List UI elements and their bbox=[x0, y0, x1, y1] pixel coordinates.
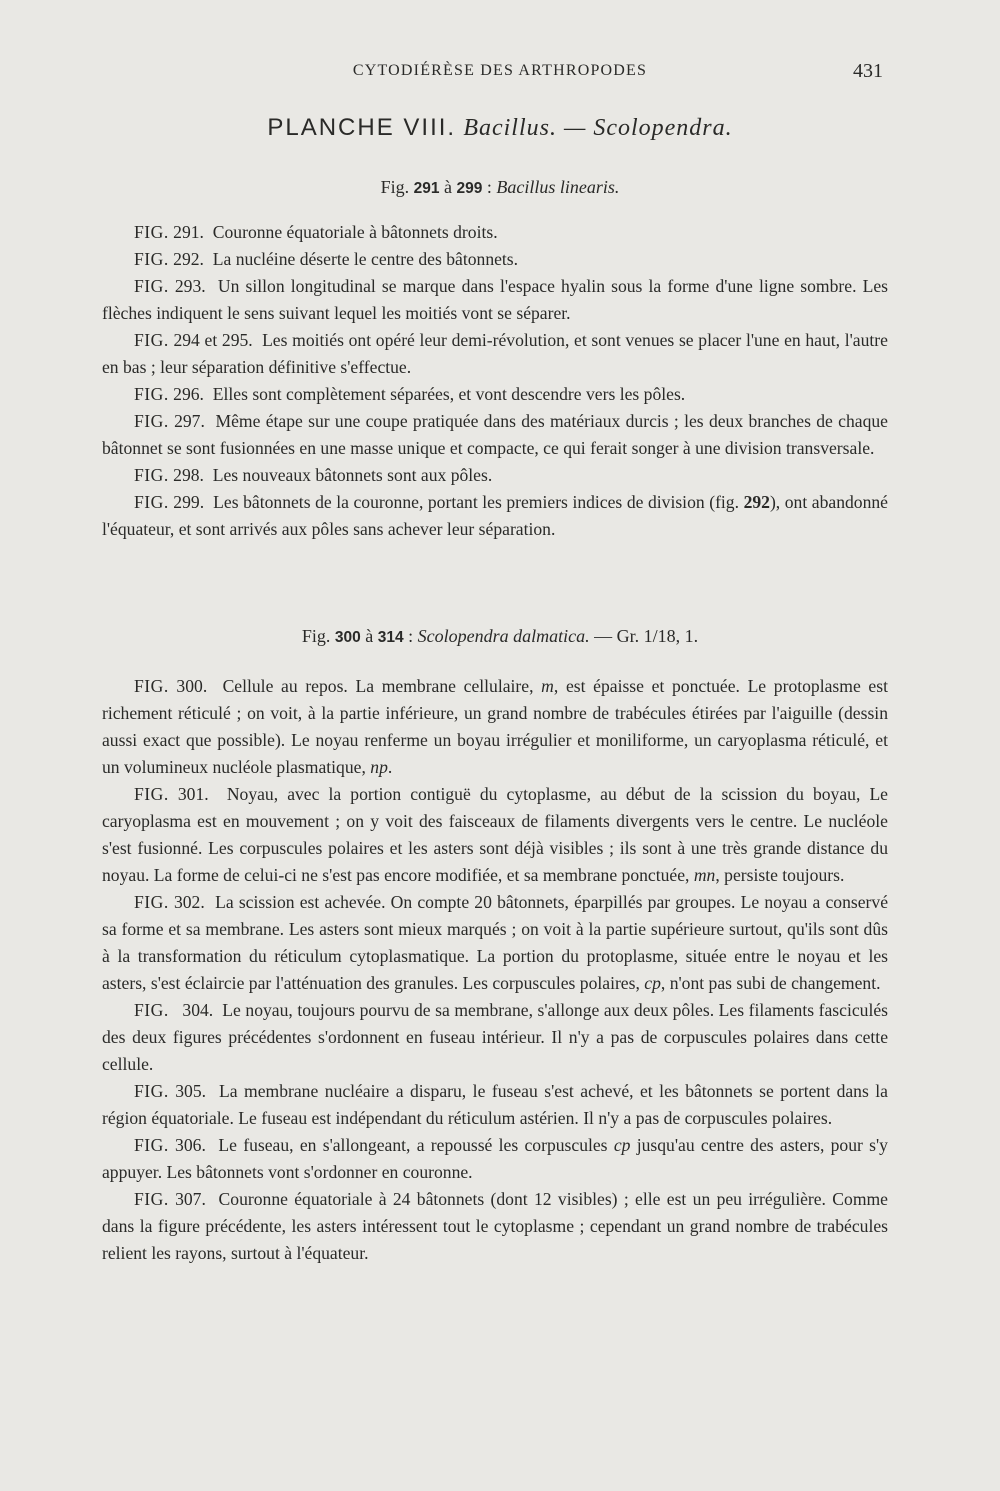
fig-text: Les moitiés ont opéré leur demi-révolution, et sont venues se placer l'une en haut, l'autre en bas ; leur séparation définitive s'effectue. bbox=[102, 330, 888, 377]
fig-number: 306 bbox=[175, 1135, 202, 1155]
fig-text: Même étape sur une coupe pratiquée dans des matériaux durcis ; les deux branches de chaque bâtonnet se sont fusionnées en une masse unique et compacte, ce qui ferait songer à une division transversale. bbox=[102, 411, 888, 458]
fig-entry: FIG. 291. Couronne équatoriale à bâtonnets droits. bbox=[134, 222, 498, 242]
range-word: à bbox=[444, 177, 452, 197]
fig-number: 291 bbox=[173, 222, 200, 242]
fig-number: 299 bbox=[173, 492, 200, 512]
fig-term: np bbox=[370, 757, 388, 777]
fig-entry: FIG. 294 et 295. Les moitiés ont opéré leur demi-révolution, et sont venues se placer l'une en haut, l'autre en bas ; leur séparation définitive s'effectue. bbox=[102, 330, 888, 377]
fig-text: . bbox=[387, 757, 393, 777]
fig-text: Un sillon longitudinal se marque dans l'espace hyalin sous la forme d'une ligne sombre. Les flèches indiquent le sens suivant lequel les moitiés vont se séparer. bbox=[102, 276, 888, 323]
fig-text: , persiste toujours. bbox=[715, 865, 845, 885]
fig-abbr: Fig. bbox=[301, 626, 331, 646]
fig-entry: FIG. 299. Les bâtonnets de la couronne, portant les premiers indices de division (fig. 292), ont abandonné l'équateur, et sont arrivés aux pôles sans achever leur séparation. bbox=[102, 492, 888, 539]
plate-subject: Bacillus. — Scolopendra. bbox=[463, 115, 733, 141]
fig-entry: FIG. 300. Cellule au repos. La membrane cellulaire, m, est épaisse et ponctuée. Le protoplasme est richement réticulé ; on voit, à la partie inférieure, un grand nombre de trabécules étirées par l'aiguille (dessin aussi exact que possible). Le noyau renferme un boyau irrégulier et moniliforme, un caryoplasma réticulé, et un volumineux nucléole plasmatique, np. bbox=[102, 676, 888, 777]
fig-label: FIG. bbox=[134, 1081, 169, 1101]
fig-text: jusqu'au centre des asters, pour s'y appuyer. Les bâtonnets vont s'ordonner en couronne. bbox=[102, 1135, 888, 1182]
fig-number: 293 bbox=[174, 276, 202, 296]
fig-number: 295 bbox=[221, 330, 249, 350]
fig-text: , est épaisse et ponctuée. Le protoplasme est richement réticulé ; on voit, à la partie inférieure, un grand nombre de trabécules étirées par l'aiguille (dessin aussi exact que possible). Le noyau renferme un boyau irrégulier et moniliforme, un caryoplasma réticulé, et un volumineux nucléole plasmatique, bbox=[102, 676, 888, 777]
range-start: 300 bbox=[334, 629, 361, 646]
range-start: 291 bbox=[413, 180, 440, 197]
fig-number: 297 bbox=[174, 411, 201, 431]
fig-number: 294 bbox=[173, 330, 200, 350]
fig-entry: FIG. 296. Elles sont complètement séparées, et vont descendre vers les pôles. bbox=[134, 384, 686, 404]
fig-entry: FIG. 301. Noyau, avec la portion contiguë du cytoplasme, au début de la scission du boyau, Le caryoplasma est en mouvement ; on y voit des faisceaux de filaments divergents vers le centre. Le nucléole s'est fusionné. Les corpuscules polaires et les asters sont déjà visibles ; ils sont à une très grande distance du noyau. La forme de celui-ci ne s'est pas encore modifiée, et sa membrane ponctuée, mn, persiste toujours. bbox=[102, 784, 888, 885]
fig-label: FIG. bbox=[134, 1189, 169, 1209]
range-end: 314 bbox=[377, 629, 404, 646]
fig-text: Les nouveaux bâtonnets sont aux pôles. bbox=[212, 465, 493, 485]
colon: : bbox=[408, 626, 414, 646]
fig-entry: FIG. 297. Même étape sur une coupe pratiquée dans des matériaux durcis ; les deux branches de chaque bâtonnet se sont fusionnées en une masse unique et compacte, ce qui ferait songer à une division transversale. bbox=[102, 411, 888, 458]
fig-reference: 292 bbox=[743, 492, 770, 512]
fig-text: Couronne équatoriale à bâtonnets droits. bbox=[212, 222, 498, 242]
magnification-value: 1/18, 1. bbox=[643, 626, 699, 646]
fig-entry: FIG. 298. Les nouveaux bâtonnets sont aux pôles. bbox=[134, 465, 493, 485]
fig-number-join: et bbox=[204, 330, 218, 350]
fig-entry: FIG. 307. Couronne équatoriale à 24 bâtonnets (dont 12 visibles) ; elle est un peu irrégulière. Comme dans la figure précédente, les asters intéressent tout le cytoplasme ; cependant un grand nombre de trabécules relient les rayons, surtout à l'équateur. bbox=[102, 1189, 888, 1263]
fig-entry: FIG. 304. Le noyau, toujours pourvu de sa membrane, s'allonge aux deux pôles. Les filaments fasciculés des deux figures précédentes s'ordonnent en fuseau intérieur. Il n'y a pas de corpuscules polaires dans cette cellule. bbox=[102, 1000, 888, 1074]
range-word: à bbox=[365, 626, 374, 646]
section-scolopendra-entries bbox=[102, 673, 888, 1267]
fig-number: 302 bbox=[173, 892, 201, 912]
fig-entry: FIG. 293. Un sillon longitudinal se marque dans l'espace hyalin sous la forme d'une ligne sombre. Les flèches indiquent le sens suivant lequel les moitiés vont se séparer. bbox=[102, 276, 888, 323]
fig-label: FIG. bbox=[134, 276, 169, 296]
fig-text: , n'ont pas subi de changement. bbox=[660, 973, 881, 993]
fig-term: cp bbox=[613, 1135, 631, 1155]
fig-label: FIG. bbox=[134, 676, 169, 696]
fig-abbr: Fig. bbox=[380, 177, 410, 197]
fig-number: 307 bbox=[175, 1189, 202, 1209]
section-heading-scolopendra bbox=[0, 626, 1000, 647]
fig-label: FIG. bbox=[134, 330, 169, 350]
fig-text: Le noyau, toujours pourvu de sa membrane, s'allonge aux deux pôles. Les filaments fasciculés des deux figures précédentes s'ordonnent en fuseau intérieur. Il n'y a pas de corpuscules polaires dans cette cellule. bbox=[102, 1000, 888, 1074]
fig-number: 296 bbox=[173, 384, 200, 404]
fig-number: 292 bbox=[173, 249, 200, 269]
fig-label: FIG. bbox=[134, 465, 169, 485]
fig-term: mn bbox=[693, 865, 716, 885]
fig-text: Elles sont complètement séparées, et vont descendre vers les pôles. bbox=[212, 384, 686, 404]
plate-heading bbox=[0, 114, 1000, 142]
fig-label: FIG. bbox=[134, 892, 169, 912]
fig-text: La scission est achevée. On compte 20 bâtonnets, éparpillés par groupes. Le noyau a conservé sa forme et sa membrane. Les asters sont mieux marqués ; on voit à la partie supérieure surtout, qu'ils sont dûs à la transformation du réticulum cytoplasmatique. La portion du protoplasme, située entre le noyau et les asters, s'est éclaircie par l'atténuation des granules. Les corpuscules polaires, bbox=[102, 892, 889, 993]
fig-number: 305 bbox=[175, 1081, 202, 1101]
fig-label: FIG. bbox=[134, 411, 169, 431]
magnification-abbr: Gr. bbox=[616, 626, 640, 646]
dash: — bbox=[594, 626, 613, 646]
plate-label: PLANCHE VIII. bbox=[267, 114, 457, 141]
running-title: CYTODIÉRÈSE DES ARTHROPODES bbox=[352, 62, 648, 79]
fig-text: La membrane nucléaire a disparu, le fuseau s'est achevé, et les bâtonnets se portent dans la région équatoriale. Le fuseau est indépendant du réticulum astérien. Il n'y a pas de corpuscules polaires. bbox=[102, 1081, 888, 1128]
fig-text: Le fuseau, en s'allongeant, a repoussé les corpuscules bbox=[218, 1135, 608, 1155]
fig-text: Cellule au repos. La membrane cellulaire, bbox=[222, 676, 534, 696]
colon: : bbox=[486, 177, 492, 197]
species-name: Scolopendra dalmatica. bbox=[417, 626, 590, 646]
fig-text: Couronne équatoriale à 24 bâtonnets (dont 12 visibles) ; elle est un peu irrégulière. Comme dans la figure précédente, les asters intéressent tout le cytoplasme ; cependant un grand nombre de trabécules relient les rayons, surtout à l'équateur. bbox=[102, 1189, 888, 1263]
fig-entry: FIG. 302. La scission est achevée. On compte 20 bâtonnets, éparpillés par groupes. Le noyau a conservé sa forme et sa membrane. Les asters sont mieux marqués ; on voit à la partie supérieure surtout, qu'ils sont dûs à la transformation du réticulum cytoplasmatique. La portion du protoplasme, située entre le noyau et les asters, s'est éclaircie par l'atténuation des granules. Les corpuscules polaires, cp, n'ont pas subi de changement. bbox=[102, 892, 889, 993]
fig-number: 301 bbox=[177, 784, 205, 804]
section-heading-bacillus bbox=[0, 177, 1000, 198]
fig-label: FIG. bbox=[134, 492, 169, 512]
fig-text: ), ont abandonné l'équateur, et sont arrivés aux pôles sans achever leur séparation. bbox=[102, 492, 888, 539]
fig-number: 300 bbox=[176, 676, 203, 696]
fig-number: 298 bbox=[173, 465, 200, 485]
fig-entry: FIG. 305. La membrane nucléaire a disparu, le fuseau s'est achevé, et les bâtonnets se portent dans la région équatoriale. Le fuseau est indépendant du réticulum astérien. Il n'y a pas de corpuscules polaires. bbox=[102, 1081, 888, 1128]
fig-text: Les bâtonnets de la couronne, portant les premiers indices de division (fig. bbox=[213, 492, 740, 512]
fig-text: La nucléine déserte le centre des bâtonnets. bbox=[212, 249, 519, 269]
species-name: Bacillus linearis. bbox=[496, 177, 620, 197]
fig-label: FIG. bbox=[134, 249, 169, 269]
fig-label: FIG. bbox=[134, 784, 169, 804]
page-number: 431 bbox=[853, 60, 883, 82]
fig-number: 304 bbox=[182, 1000, 209, 1020]
fig-term: cp bbox=[644, 973, 661, 993]
fig-term: m bbox=[541, 676, 554, 696]
fig-label: FIG. bbox=[134, 1135, 169, 1155]
fig-label: FIG. bbox=[134, 384, 169, 404]
running-header bbox=[0, 62, 1000, 86]
range-end: 299 bbox=[456, 180, 483, 197]
fig-entry: FIG. 306. Le fuseau, en s'allongeant, a repoussé les corpuscules cp jusqu'au centre des asters, pour s'y appuyer. Les bâtonnets vont s'ordonner en couronne. bbox=[102, 1135, 888, 1182]
section-bacillus-entries bbox=[102, 219, 888, 543]
fig-label: FIG. bbox=[134, 222, 169, 242]
fig-text: Noyau, avec la portion contiguë du cytoplasme, au début de la scission du boyau, Le caryoplasma est en mouvement ; on y voit des faisceaux de filaments divergents vers le centre. Le nucléole s'est fusionné. Les corpuscules polaires et les asters sont déjà visibles ; ils sont à une très grande distance du noyau. La forme de celui-ci ne s'est pas encore modifiée, et sa membrane ponctuée, bbox=[102, 784, 888, 885]
fig-entry: FIG. 292. La nucléine déserte le centre des bâtonnets. bbox=[134, 249, 519, 269]
fig-label: FIG. bbox=[134, 1000, 169, 1020]
